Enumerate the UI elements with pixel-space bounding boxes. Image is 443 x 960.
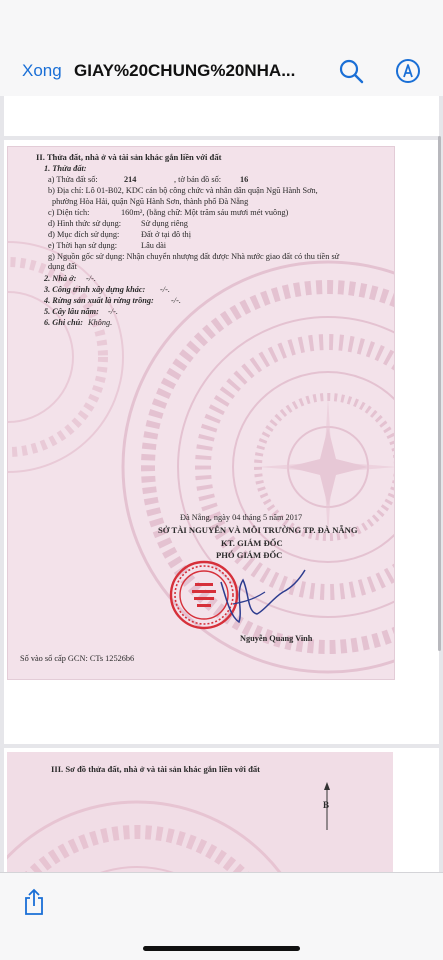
area-value: 160m², (bằng chữ: Một trăm sáu mươi mét vuông) (121, 208, 289, 217)
other-construction-heading: 3. Công trình xây dựng khác: (44, 285, 146, 294)
purpose-label: đ) Mục đích sử dụng: (48, 230, 120, 239)
next-certificate-paper (7, 752, 393, 872)
share-button[interactable] (22, 888, 46, 916)
section3-heading: III. Sơ đồ thửa đất, nhà ở và tài sản khác gắn liền với đất (51, 764, 261, 774)
current-page (4, 140, 439, 744)
map-number: 16 (240, 175, 249, 184)
area-label: c) Diện tích: (48, 208, 90, 217)
document-viewer[interactable] (0, 96, 443, 872)
share-icon (22, 888, 46, 916)
parcel-number: 214 (124, 175, 137, 184)
term-value: Lâu dài (141, 241, 167, 250)
deputy-director: PHÓ GIÁM ĐỐC (216, 550, 283, 560)
section2-heading: II. Thửa đất, nhà ở và tài sản khác gắn liền với đất (36, 152, 222, 162)
previous-page (4, 96, 439, 136)
term-label: e) Thời hạn sử dụng: (48, 241, 118, 250)
notes-value: Không. (88, 318, 113, 327)
forest-heading: 4. Rừng sản xuất là rừng trồng: (44, 296, 154, 305)
drum-watermark-next-icon (7, 782, 330, 872)
address-line-2: phường Hòa Hải, quận Ngũ Hành Sơn, thành phố Đà Nẵng (52, 197, 249, 206)
done-button[interactable]: Xong (22, 61, 62, 80)
document-title: GIAY%20CHUNG%20NHA... (74, 61, 296, 80)
search-button[interactable] (338, 58, 364, 84)
signer-name: Nguyễn Quang Vinh (240, 634, 313, 643)
perennial-heading: 5. Cây lâu năm: (44, 307, 99, 316)
drum-watermark-left-icon (7, 237, 128, 477)
forest-value: -/-. (171, 296, 181, 305)
search-icon (338, 58, 364, 84)
perennial-value: -/-. (108, 307, 118, 316)
use-form-value: Sử dụng riêng (141, 219, 188, 228)
origin-line-1: g) Nguồn gốc sử dụng: Nhận chuyển nhượng đất được Nhà nước giao đất có thu tiền sử (48, 252, 340, 261)
signature-icon (213, 562, 308, 632)
markup-icon (395, 58, 421, 84)
next-page (4, 748, 439, 872)
home-indicator[interactable] (143, 946, 300, 951)
issuing-authority: SỞ TÀI NGUYÊN VÀ MÔI TRƯỜNG TP. ĐÀ NẴNG (158, 525, 358, 535)
parcel-label: a) Thửa đất số: (48, 175, 98, 184)
origin-line-2: dụng đất (48, 262, 77, 271)
house-heading: 2. Nhà ở: (44, 274, 77, 283)
scroll-indicator[interactable] (438, 136, 441, 651)
north-label: B (323, 800, 330, 810)
use-form-label: d) Hình thức sử dụng: (48, 219, 122, 228)
top-bar (0, 0, 443, 97)
date-line: Đà Nẵng, ngày 04 tháng 5 năm 2017 (180, 513, 303, 522)
notes-heading: 6. Ghi chú: (44, 318, 83, 327)
certificate-number: Số vào sổ cấp GCN: CTs 12526b6 (20, 654, 135, 663)
land-heading: 1. Thửa đất: (44, 164, 87, 173)
other-construction-value: -/-. (160, 285, 170, 294)
purpose-value: Đất ở tại đô thị (141, 230, 192, 239)
house-value: -/-. (86, 274, 96, 283)
kt-director: KT. GIÁM ĐỐC (221, 538, 283, 548)
certificate-paper (7, 146, 395, 680)
map-label: , tờ bản đồ số: (174, 175, 222, 184)
markup-button[interactable] (395, 58, 421, 84)
address-line-1: b) Địa chỉ: Lô 01-B02, KDC cán bộ công chức và nhân dân quận Ngũ Hành Sơn, (48, 186, 318, 195)
